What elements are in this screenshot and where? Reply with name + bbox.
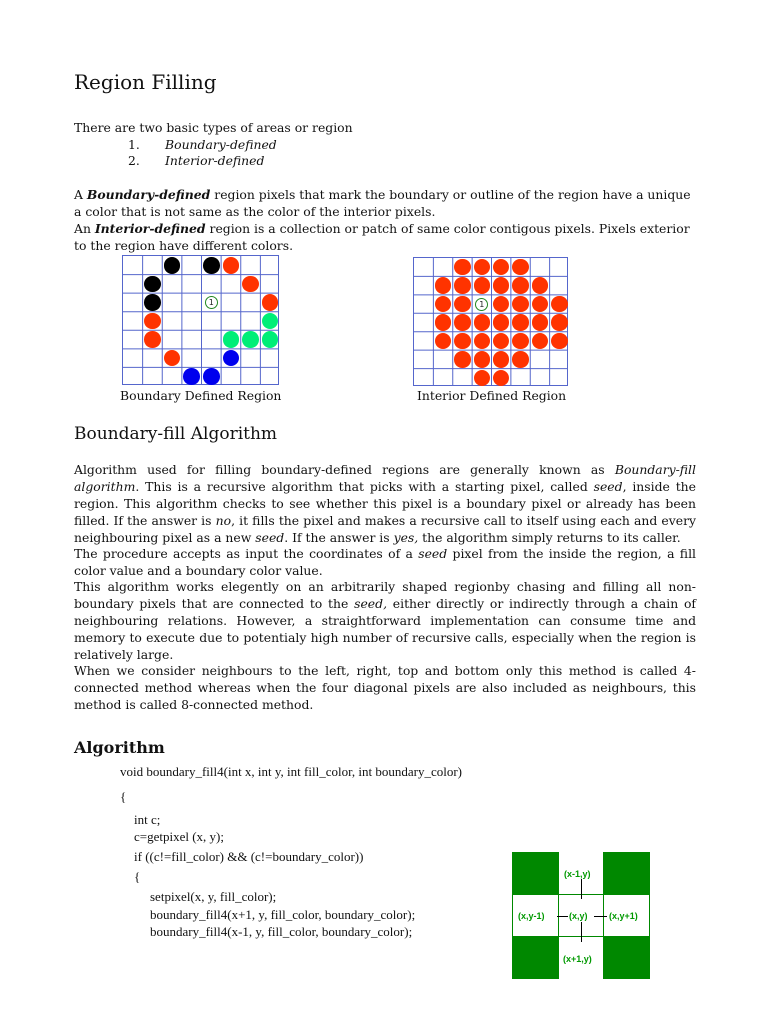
connector-line bbox=[557, 916, 568, 917]
pixel-dot bbox=[532, 277, 548, 293]
boundary-defined-paragraph: A Boundary-defined region pixels that mark the boundary or outline of the region have a unique a color that is not same as the color of the interior pixels. bbox=[74, 187, 691, 219]
pixel-dot bbox=[512, 333, 528, 349]
pixel-dot bbox=[454, 333, 470, 349]
corner-cell bbox=[512, 852, 558, 894]
list-item-label: Boundary-defined bbox=[165, 137, 277, 152]
connected-paragraph: When we consider neighbours to the left, right, top and bottom only this method is called 4-connected method whereas when the four diagonal pixels are also included as neighbours, this method is called 8-connected method. bbox=[74, 663, 696, 712]
code-line: void boundary_fill4(int x, int y, int fill_color, int boundary_color) bbox=[120, 764, 462, 779]
boundary-figure-caption: Boundary Defined Region bbox=[120, 388, 282, 403]
boundary-defined-figure bbox=[122, 255, 279, 385]
pixel-dot bbox=[203, 257, 220, 274]
page-title: Region Filling bbox=[74, 70, 217, 94]
pixel-dot bbox=[493, 351, 509, 367]
neighbour-bottom-label: (x+1,y) bbox=[563, 954, 592, 964]
pixel-dot bbox=[144, 276, 161, 293]
code-line: { bbox=[134, 869, 141, 884]
pixel-dot bbox=[454, 259, 470, 275]
interior-defined-paragraph: An Interior-defined region is a collection or patch of same color contigous pixels. Pixels exterior to the region have different colors. bbox=[74, 221, 690, 253]
list-item-number: 1. bbox=[128, 137, 140, 152]
code-line: setpixel(x, y, fill_color); bbox=[150, 889, 277, 904]
pixel-dot bbox=[454, 296, 470, 312]
pixel-dot bbox=[144, 313, 161, 330]
connector-line bbox=[581, 879, 582, 899]
pixel-dot bbox=[435, 277, 451, 293]
intro-text: There are two basic types of areas or region bbox=[74, 120, 353, 135]
pixel-dot bbox=[454, 351, 470, 367]
corner-cell bbox=[512, 937, 558, 979]
boundary-fill-paragraph: Algorithm used for filling boundary-defined regions are generally known as Boundary-fill algorithm. This is a recursive algorithm that picks with a starting pixel, called seed, inside the region. This algorithm checks to see whether this pixel is a boundary pixel or already has been filled. If the answer is no, it fills the pixel and makes a recursive call to itself using each and every neighbouring pixel as a new seed. If the answer is yes, the algorithm simply returns to its caller. bbox=[74, 462, 696, 545]
pixel-dot bbox=[474, 277, 490, 293]
pixel-dot bbox=[474, 370, 490, 386]
pixel-dot bbox=[454, 314, 470, 330]
pixel-dot bbox=[242, 331, 259, 348]
pixel-dot bbox=[144, 294, 161, 311]
pixel-dot bbox=[493, 277, 509, 293]
pixel-dot bbox=[242, 276, 259, 293]
neighbour-left-label: (x,y-1) bbox=[518, 911, 545, 921]
list-item-label: Interior-defined bbox=[165, 153, 265, 168]
pixel-dot bbox=[454, 277, 470, 293]
pixel-dot bbox=[551, 333, 567, 349]
algorithm-heading: Algorithm bbox=[74, 738, 165, 757]
pixel-dot bbox=[223, 331, 240, 348]
neighbour-top-label: (x-1,y) bbox=[564, 869, 591, 879]
pixel-dot bbox=[512, 314, 528, 330]
pixel-dot bbox=[223, 257, 240, 274]
neighbour-center-label: (x,y) bbox=[569, 911, 588, 921]
pixel-dot bbox=[551, 296, 567, 312]
seed-pixel: 1 bbox=[475, 298, 488, 311]
pixel-dot bbox=[512, 259, 528, 275]
connector-line bbox=[581, 922, 582, 942]
pixel-dot bbox=[493, 314, 509, 330]
pixel-dot bbox=[512, 277, 528, 293]
code-line: if ((c!=fill_color) && (c!=boundary_color)) bbox=[134, 849, 364, 864]
connector-line bbox=[594, 916, 607, 917]
pixel-dot bbox=[183, 368, 200, 385]
code-line: { bbox=[120, 789, 127, 804]
neighbour-diagram bbox=[512, 852, 650, 979]
pixel-dot bbox=[474, 314, 490, 330]
list-item-number: 2. bbox=[128, 153, 140, 168]
interior-figure-caption: Interior Defined Region bbox=[417, 388, 567, 403]
pixel-dot bbox=[512, 296, 528, 312]
pixel-dot bbox=[203, 368, 220, 385]
pixel-dot bbox=[435, 314, 451, 330]
code-line: c=getpixel (x, y); bbox=[134, 829, 224, 844]
pixel-dot bbox=[164, 257, 181, 274]
procedure-paragraph: The procedure accepts as input the coordinates of a seed pixel from the inside the region, a fill color value and a boundary color value. bbox=[74, 546, 696, 578]
interior-defined-figure bbox=[413, 257, 568, 386]
pixel-dot bbox=[551, 314, 567, 330]
pixel-dot bbox=[262, 294, 279, 311]
section-heading: Boundary-fill Algorithm bbox=[74, 424, 278, 444]
pixel-dot bbox=[144, 331, 161, 348]
pixel-dot bbox=[474, 333, 490, 349]
pixel-grid bbox=[413, 257, 568, 386]
code-line: boundary_fill4(x-1, y, fill_color, boundary_color); bbox=[150, 924, 413, 939]
pixel-grid bbox=[122, 255, 279, 385]
pixel-dot bbox=[474, 351, 490, 367]
code-line: boundary_fill4(x+1, y, fill_color, boundary_color); bbox=[150, 907, 416, 922]
corner-cell bbox=[604, 852, 650, 894]
seed-pixel: 1 bbox=[205, 296, 218, 309]
pixel-dot bbox=[512, 351, 528, 367]
pixel-dot bbox=[532, 314, 548, 330]
corner-cell bbox=[604, 937, 650, 979]
code-line: int c; bbox=[134, 812, 161, 827]
elegance-paragraph: This algorithm works elegently on an arbitrarily shaped regionby chasing and filling all non-boundary pixels that are connected to the seed, either directly or indirectly through a chain of neighbouring relations. However, a straightforward implementation can consume time and memory to execute due to potentialy high number of recursive calls, especially when the region is relatively large. bbox=[74, 579, 697, 662]
neighbour-right-label: (x,y+1) bbox=[609, 911, 638, 921]
